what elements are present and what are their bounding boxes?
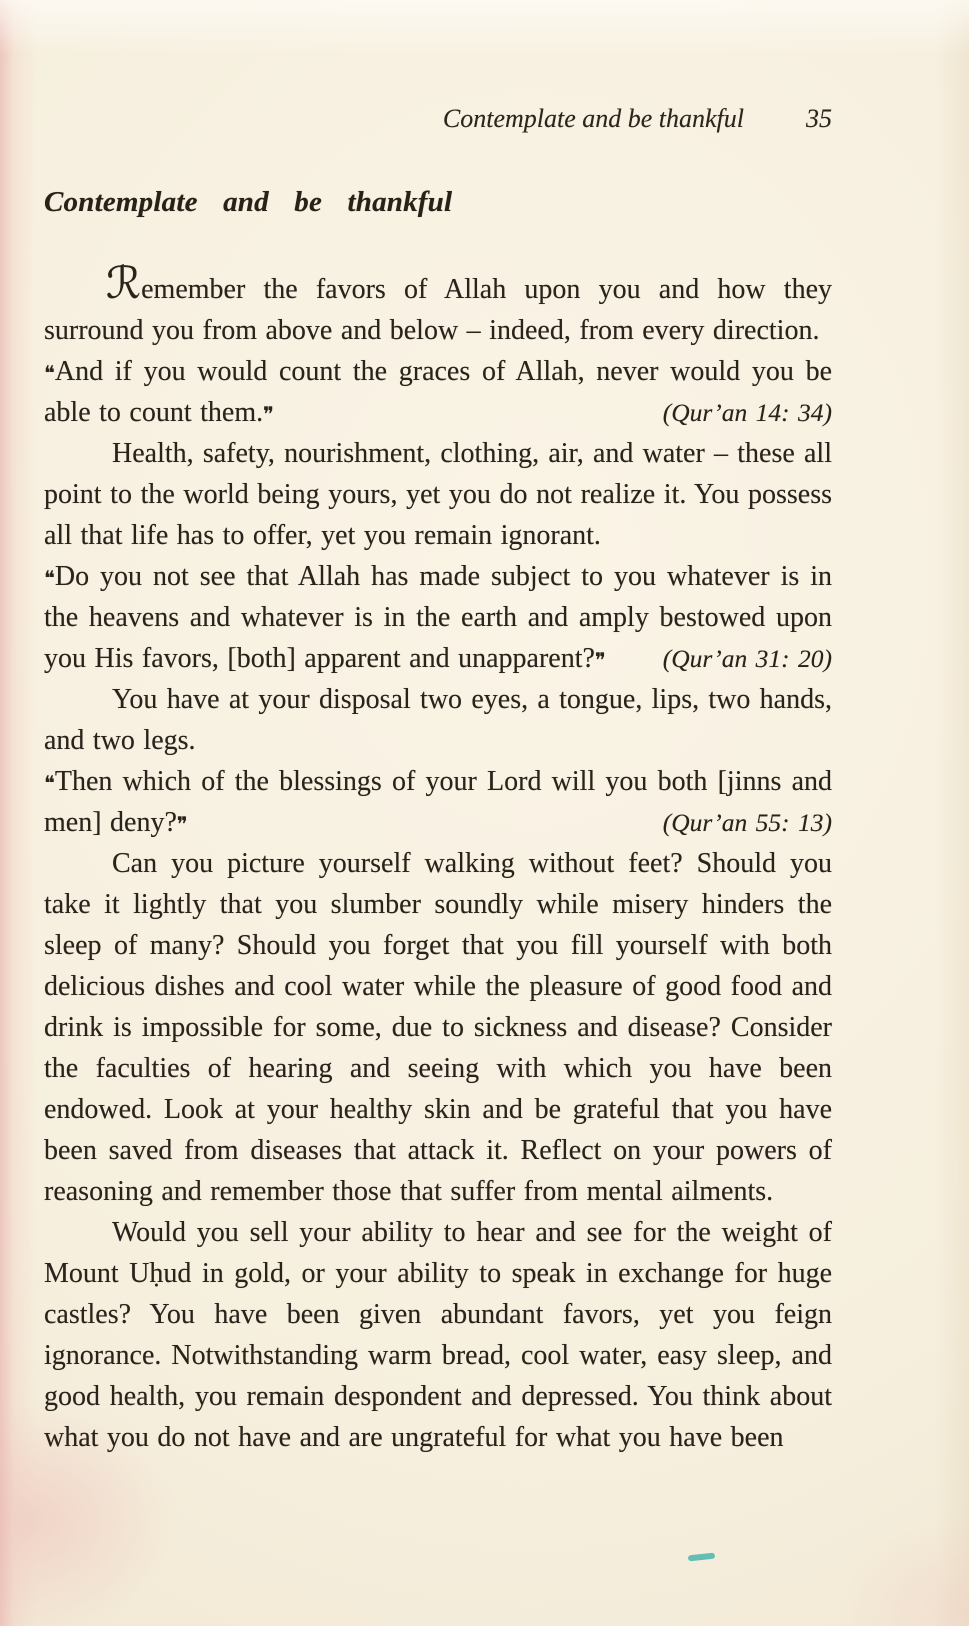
paragraph-body: [44, 679, 832, 761]
quran-citation: (Qur’an 31: 20): [662, 644, 832, 673]
scan-artifact-mark: [688, 1553, 715, 1562]
quote-text: Then which of the blessings of your Lord will you both [jinns and men] deny?: [44, 766, 832, 838]
quran-citation: (Qur’an 14: 34): [662, 398, 832, 427]
page-number: 35: [806, 104, 832, 133]
running-head-title: Contemplate and be thankful: [442, 104, 744, 133]
quran-quote-2: [44, 556, 832, 679]
quran-quote-3: [44, 761, 832, 843]
quran-quote-1: [44, 351, 832, 433]
quote-text: And if you would count the graces of Allah, never would you be able to count them.: [44, 356, 832, 428]
ornate-quote-close-icon: ❞: [263, 402, 274, 426]
drop-cap-letter: ℛ: [106, 258, 142, 309]
chapter-heading: Contemplate and be thankful: [44, 186, 453, 218]
paragraph-text: Would you sell your ability to hear and see for the weight of Mount Uḥud in gold, or your ability to speak in exchange for huge castles? You have been given abundant favors, yet you feign ignorance. Notwithstanding warm bread, cool water, easy sleep, and good health, you remain despondent and depressed. You think about what you do not have and are ungrateful for what you have been: [44, 1217, 832, 1453]
paragraph-body: [44, 843, 832, 1212]
paragraph-body: [44, 433, 832, 556]
ornate-quote-open-icon: ❝: [44, 771, 55, 795]
paragraph-text: Health, safety, nourishment, clothing, air, and water – these all point to the world being yours, yet you do not realize it. You possess all that life has to offer, yet you remain ignorant.: [44, 438, 832, 551]
paragraph-text: emember the favors of Allah upon you and how they surround you from above and below – indeed, from every direction.: [44, 274, 832, 346]
paragraph-body: [44, 1212, 832, 1458]
ornate-quote-open-icon: ❝: [44, 361, 55, 385]
paragraph-text: You have at your disposal two eyes, a tongue, lips, two hands, and two legs.: [44, 684, 832, 756]
ornate-quote-open-icon: ❝: [44, 566, 55, 590]
paragraph-opening: [44, 258, 832, 351]
quran-citation: (Qur’an 55: 13): [662, 808, 832, 837]
ornate-quote-close-icon: ❞: [176, 812, 188, 836]
running-head: [44, 104, 832, 134]
ornate-quote-close-icon: ❞: [594, 648, 606, 672]
body-text: [44, 258, 832, 1458]
paragraph-text: Can you picture yourself walking without feet? Should you take it lightly that you slumber soundly while misery hinders the sleep of many? Should you forget that you fill yourself with both delicious dishes and cool water while the pleasure of good food and drink is impossible for some, due to sickness and disease? Consider the faculties of hearing and seeing with which you have been endowed. Look at your healthy skin and be grateful that you have been saved from diseases that attack it. Reflect on your powers of reasoning and remember those that suffer from mental ailments.: [44, 848, 832, 1207]
quote-text: Do you not see that Allah has made subject to you whatever is in the heavens and whatever is in the earth and amply bestowed upon you His favors, [both] apparent and unapparent?: [44, 561, 832, 674]
